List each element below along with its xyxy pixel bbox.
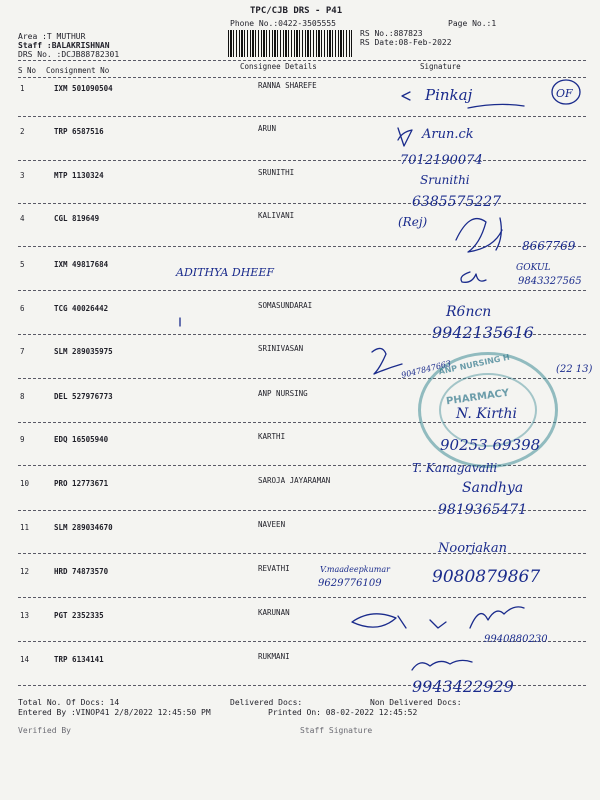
page-number: Page No.:1 [448,19,497,28]
stamp-middle-text: PHARMACY [445,387,510,408]
row-consignment: MTP 1130324 [54,171,104,180]
row-consignment: TCG 40026442 [54,304,109,313]
staff-signature: Staff Signature [300,726,373,735]
entered-by: Entered By :VINOP41 2/8/2022 12:45:50 PM [18,708,211,717]
row-consignee: ANP NURSING [258,389,308,398]
signature-stroke [456,218,502,252]
total-docs: Total No. Of Docs: 14 [18,698,120,707]
stamp-top-text: ANP NURSING H [437,352,511,377]
row-sno: 11 [20,523,30,532]
row-sno: 1 [20,84,25,93]
column-consignment: Consignment No [46,66,110,75]
row-consignee: RANNA SHAREFE [258,81,317,90]
signature-text: N. Kirthi [456,406,518,422]
row-sno: 12 [20,567,30,576]
row-consignment: EDQ 16505940 [54,435,109,444]
row-sno: 3 [20,171,25,180]
rs-number: RS No.:887823 [360,29,423,38]
row-consignee: SAROJA JAYARAMAN [258,476,331,485]
row-sno: 4 [20,214,25,223]
printed-on: Printed On: 08-02-2022 12:45:52 [268,708,418,717]
signature-text: 9047847663 [400,358,452,380]
row-consignee: REVATHI [258,564,290,573]
row-consignee: SOMASUNDARAI [258,301,313,310]
signature-text: R6ncn [446,304,492,320]
row-consignment: PRO 12773671 [54,479,109,488]
document-title: TPC/CJB DRS - P41 [250,6,343,16]
signature-stroke [372,348,402,374]
row-consignment: PGT 2352335 [54,611,104,620]
row-consignment: DEL 527976773 [54,392,113,401]
row-sno: 14 [20,655,30,664]
row-sno: 10 [20,479,30,488]
row-consignee: ARUN [258,124,277,133]
row-consignment: TRP 6587516 [54,127,104,136]
staff-label: Staff :BALAKRISHNAN [18,41,110,50]
signature-text: 9940880230 [484,634,548,645]
row-sno: 7 [20,347,25,356]
column-signature: Signature [420,62,461,71]
signature-stroke [412,660,472,670]
row-consignment: TRP 6134141 [54,655,104,664]
signature-stroke [402,92,410,100]
row-sno: 2 [20,127,25,136]
row-consignment: IXM 501090504 [54,84,113,93]
row-consignee: NAVEEN [258,520,286,529]
signature-text: 9943422929 [412,677,514,696]
row-consignment: SLM 289035975 [54,347,113,356]
signature-text: 9629776109 [318,578,382,589]
signature-stroke [468,104,524,108]
row-consignment: CGL 819649 [54,214,100,223]
signature-stroke [398,128,412,146]
signature-text: T. Kanagavalli [412,461,498,475]
signature-text: 90253 69398 [440,436,541,454]
row-consignee: SRUNITHI [258,168,295,177]
signature-text: 7012190074 [400,153,483,168]
column-consignee: Consignee Details [240,62,317,71]
row-consignee: KALIVANI [258,211,295,220]
signature-text: V.maadeepkumar [320,565,390,574]
signature-text: 6385575227 [412,194,502,210]
signature-text: 9942135616 [432,323,534,342]
signature-text: 9080879867 [432,567,541,587]
row-consignment: SLM 289034670 [54,523,113,532]
signature-text: Noorjakan [438,541,508,556]
row-consignee: KARUNAN [258,608,290,617]
row-sno: 13 [20,611,30,620]
signature-text: 9843327565 [518,276,582,287]
non-delivered-docs: Non Delivered Docs: [370,698,462,707]
verified-by: Verified By [18,726,71,735]
phone-number: Phone No.:0422-3505555 [230,19,336,28]
signature-text: Sandhya [462,480,524,496]
delivered-docs: Delivered Docs: [230,698,303,707]
signature-stroke [352,614,446,628]
row-sno: 8 [20,392,25,401]
signature-text: Srunithi [420,173,470,187]
row-consignee: RUKMANI [258,652,290,661]
signature-text: (22 13) [556,364,593,375]
signature-text: (Rej) [398,215,428,229]
signature-text: 8667769 [522,239,576,253]
row-consignment: HRD 74873570 [54,567,109,576]
signature-stroke [470,607,524,628]
signature-stroke [461,272,486,282]
row-consignee: SRINIVASAN [258,344,304,353]
row-sno: 6 [20,304,25,313]
signature-text: Arun.ck [422,127,474,142]
row-sno: 5 [20,260,25,269]
column-sno: S No [18,66,37,75]
area-label: Area :T MUTHUR [18,32,86,41]
drs-number: DRS No. :DCJB88782301 [18,50,120,59]
row-sno: 9 [20,435,25,444]
signature-text: ADITHYA DHEEF [176,266,274,279]
signature-text: 9819365471 [438,502,528,518]
signature-text: Pinkaj [425,86,473,104]
rs-date: RS Date:08-Feb-2022 [360,38,452,47]
row-consignment: IXM 49817684 [54,260,109,269]
signature-text: GOKUL [516,263,551,273]
signature-text: OF [556,87,573,100]
row-consignee: KARTHI [258,432,286,441]
